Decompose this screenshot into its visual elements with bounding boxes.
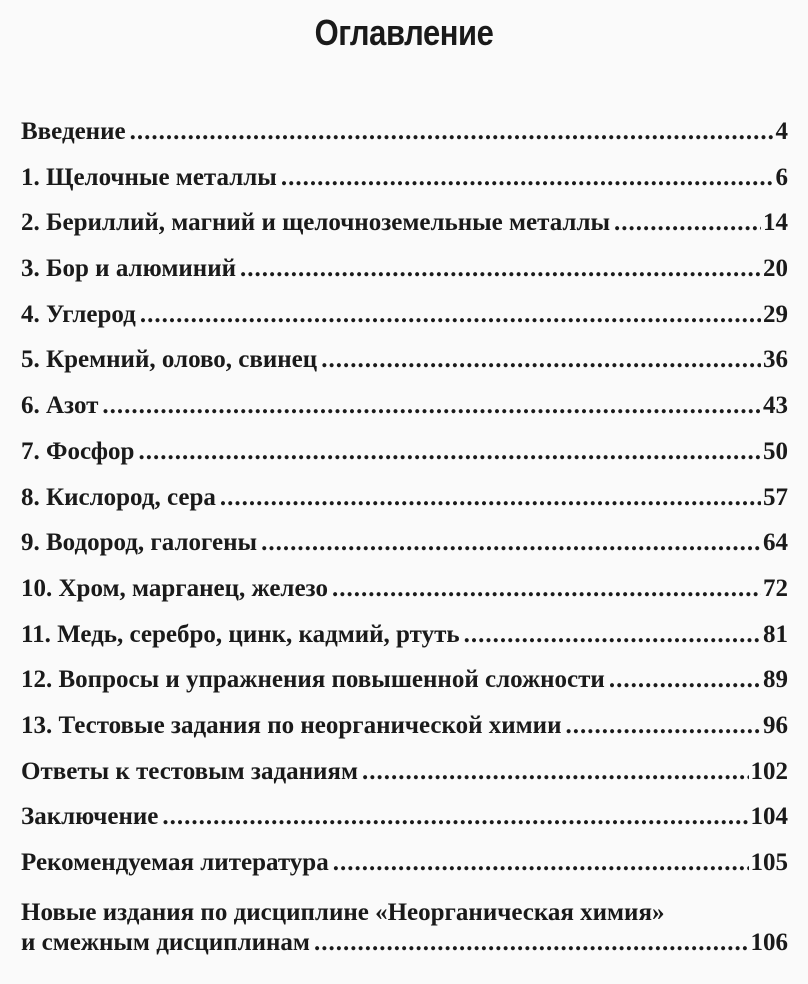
dot-leader: [240, 256, 761, 281]
toc-entry-chapter-5[interactable]: [21, 347, 788, 393]
toc-page-number: 106: [750, 928, 788, 956]
toc-entry-chapter-10[interactable]: [21, 576, 788, 622]
toc-entry-conclusion[interactable]: [21, 804, 788, 850]
toc-page-number: 50: [763, 437, 788, 465]
toc-entry-label: Ответы к тестовым заданиям: [21, 757, 358, 785]
dot-leader: [220, 485, 761, 510]
toc-page-number: 4: [775, 118, 788, 145]
dot-leader: [261, 530, 761, 555]
toc-entry-label: 3. Бор и алюминий: [21, 255, 237, 283]
toc-entry-label: Заключение: [21, 803, 159, 831]
toc-entry-label-continued: и смежным дисциплинам: [21, 928, 310, 956]
toc-entry-chapter-9[interactable]: [21, 530, 788, 576]
toc-entry-label: 7. Фосфор: [21, 437, 135, 465]
toc-entry-test-answers[interactable]: [21, 759, 788, 805]
toc-page-number: 105: [750, 849, 788, 876]
toc-entry-chapter-12[interactable]: [21, 667, 788, 713]
dot-leader: [609, 667, 761, 692]
dot-leader: [362, 759, 749, 784]
toc-entry-label: 1. Щелочные металлы: [21, 163, 277, 191]
toc-entry-chapter-7[interactable]: [21, 439, 788, 485]
toc-page-number: 72: [763, 574, 788, 602]
toc-entry-label: 2. Бериллий, магний и щелочноземельные металлы: [21, 209, 610, 237]
table-of-contents: [21, 119, 788, 955]
toc-entry-label: 13. Тестовые задания по неорганической химии: [21, 711, 562, 739]
toc-page-number: 89: [763, 666, 788, 694]
toc-entry-new-editions[interactable]: [21, 900, 788, 955]
dot-leader: [565, 713, 761, 738]
dot-leader: [332, 576, 761, 601]
toc-entry-label: 11. Медь, серебро, цинк, кадмий, ртуть: [21, 620, 460, 648]
toc-page-number: 81: [763, 620, 788, 648]
toc-entry-line2: [21, 930, 788, 955]
toc-entry-label: Новые издания по дисциплине «Неорганическая химия»: [21, 898, 665, 926]
page-title: Оглавление: [314, 12, 494, 53]
dot-leader: [138, 439, 761, 464]
toc-entry-introduction[interactable]: [21, 119, 788, 165]
toc-entry-chapter-8[interactable]: [21, 485, 788, 531]
toc-entry-label: 10. Хром, марганец, железо: [21, 574, 328, 602]
toc-page-number: 14: [763, 209, 788, 237]
dot-leader: [281, 165, 774, 190]
dot-leader: [314, 930, 749, 955]
toc-page-number: 6: [775, 163, 788, 191]
toc-entry-chapter-13[interactable]: [21, 713, 788, 759]
toc-entry-label: 8. Кислород, сера: [21, 483, 216, 511]
toc-page-number: 96: [763, 711, 788, 739]
toc-page-number: 64: [763, 529, 788, 557]
dot-leader: [102, 393, 761, 418]
toc-entry-chapter-3[interactable]: [21, 256, 788, 302]
toc-entry-label: 9. Водород, галогены: [21, 529, 258, 557]
toc-entry-label: 4. Углерод: [21, 300, 136, 328]
dot-leader: [321, 347, 761, 372]
toc-entry-chapter-1[interactable]: [21, 165, 788, 211]
dot-leader: [162, 804, 748, 829]
toc-page-number: 43: [763, 392, 788, 420]
dot-leader: [140, 302, 761, 327]
toc-page-number: 20: [763, 255, 788, 283]
toc-page-number: 102: [750, 757, 788, 785]
toc-entry-label: Рекомендуемая литература: [21, 849, 329, 876]
toc-entry-chapter-2[interactable]: [21, 210, 788, 256]
dot-leader: [614, 210, 761, 235]
toc-page-number: 57: [763, 483, 788, 511]
toc-entry-chapter-6[interactable]: [21, 393, 788, 439]
toc-entry-chapter-4[interactable]: [21, 302, 788, 348]
dot-leader: [130, 119, 774, 144]
toc-entry-chapter-11[interactable]: [21, 622, 788, 668]
toc-entry-label: 6. Азот: [21, 392, 99, 420]
toc-page-number: 29: [763, 300, 788, 328]
toc-page-number: 104: [750, 803, 788, 831]
dot-leader: [333, 850, 749, 875]
toc-entry-label: 5. Кремний, олово, свинец: [21, 346, 318, 374]
toc-entry-label: Введение: [21, 118, 126, 145]
dot-leader: [464, 622, 761, 647]
toc-page-number: 36: [763, 346, 788, 374]
toc-entry-label: 12. Вопросы и упражнения повышенной сложности: [21, 666, 605, 694]
toc-entry-recommended-literature[interactable]: [21, 850, 788, 896]
